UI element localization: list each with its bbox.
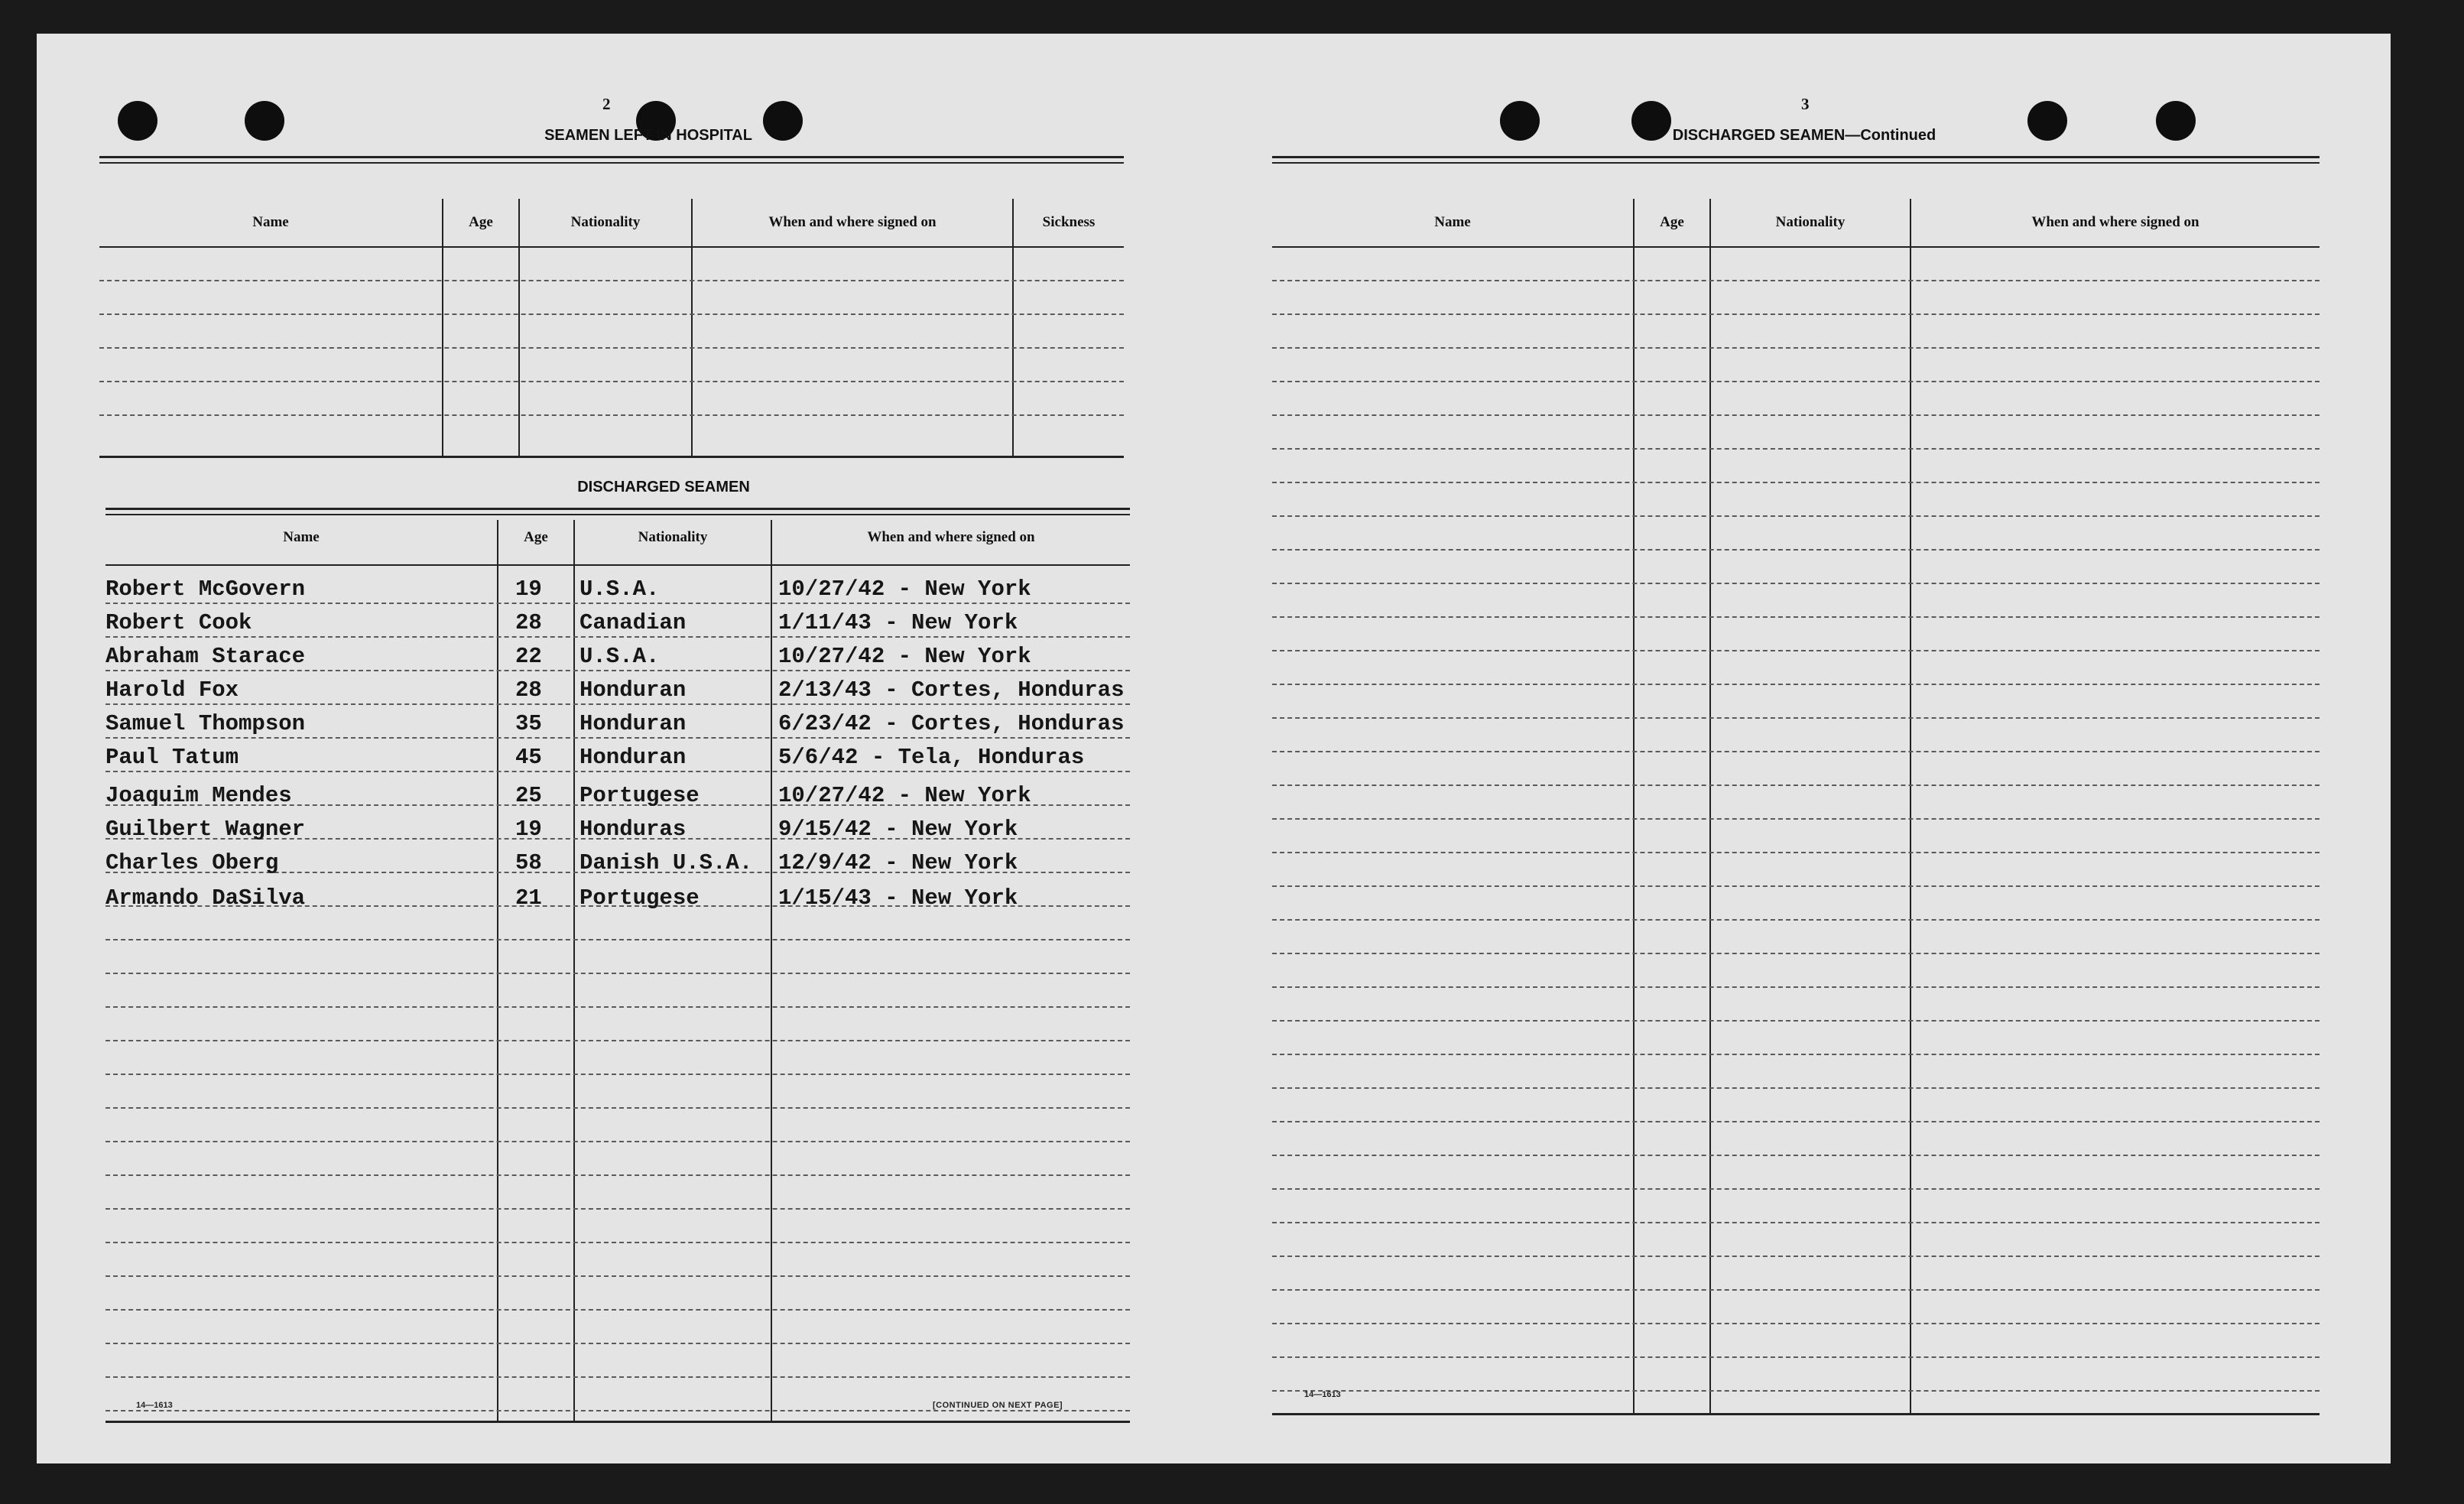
page-number: 3 (1801, 95, 1810, 113)
ruled-line (1272, 414, 2320, 416)
ruled-line (1272, 583, 2320, 584)
col-header-nationality: Nationality (570, 214, 641, 230)
table-border (99, 246, 1124, 248)
col-header-name: Name (1434, 214, 1471, 230)
ruled-line (106, 1410, 1130, 1411)
ruled-line (1272, 1255, 2320, 1257)
ruled-line (99, 347, 1124, 349)
punch-hole (118, 101, 157, 141)
ruled-line (106, 1309, 1130, 1311)
continued-note: [CONTINUED ON NEXT PAGE] (933, 1401, 1063, 1410)
cell-age: 25 (515, 783, 542, 808)
cell-nationality: Canadian (579, 610, 687, 635)
cell-age: 45 (515, 745, 542, 770)
col-header-signed-on: When and where signed on (768, 214, 937, 230)
ruled-line (106, 1208, 1130, 1210)
column-divider (573, 520, 575, 1421)
cell-signed-on: 12/9/42 - New York (778, 850, 1018, 875)
ruled-line (106, 771, 1130, 772)
ruled-line (1272, 549, 2320, 551)
ruled-line (99, 280, 1124, 281)
punch-hole (2156, 101, 2196, 141)
right-page (1200, 34, 2391, 1463)
ruled-line (1272, 616, 2320, 618)
ruled-line (106, 703, 1130, 705)
table-border (1272, 1413, 2320, 1415)
ruled-line (1272, 1054, 2320, 1055)
cell-age: 28 (515, 610, 542, 635)
ruled-line (106, 1174, 1130, 1176)
cell-age: 58 (515, 850, 542, 875)
table-border (99, 162, 1124, 164)
ruled-line (1272, 1188, 2320, 1190)
cell-signed-on: 10/27/42 - New York (778, 577, 1031, 602)
ruled-line (1272, 717, 2320, 719)
table-border (106, 1421, 1130, 1423)
cell-signed-on: 10/27/42 - New York (778, 783, 1031, 808)
ruled-line (1272, 852, 2320, 853)
cell-name: Harold Fox (106, 677, 239, 703)
ruled-line (1272, 313, 2320, 315)
ruled-line (106, 973, 1130, 974)
ruled-line (1272, 818, 2320, 820)
ruled-line (106, 603, 1130, 604)
ruled-line (1272, 1087, 2320, 1089)
table-border (106, 564, 1130, 566)
ruled-line (1272, 1356, 2320, 1358)
cell-age: 19 (515, 577, 542, 602)
col-header-nationality: Nationality (1775, 214, 1846, 230)
ruled-line (106, 737, 1130, 739)
cell-signed-on: 9/15/42 - New York (778, 817, 1018, 842)
form-number: 14—1613 (136, 1401, 173, 1410)
ruled-line (99, 313, 1124, 315)
table-border (1272, 162, 2320, 164)
ruled-line (1272, 953, 2320, 954)
cell-name: Paul Tatum (106, 745, 239, 770)
ruled-line (106, 1275, 1130, 1277)
cell-name: Abraham Starace (106, 644, 306, 669)
col-header-signed-on: When and where signed on (2031, 214, 2199, 230)
ruled-line (1272, 1155, 2320, 1156)
ruled-line (106, 1343, 1130, 1344)
ruled-line (1272, 280, 2320, 281)
column-divider (771, 520, 772, 1421)
cell-name: Robert McGovern (106, 577, 306, 602)
ruled-line (106, 1242, 1130, 1243)
cell-name: Joaquim Mendes (106, 783, 292, 808)
discharged-continued-table (1272, 156, 2320, 1416)
cell-age: 21 (515, 885, 542, 911)
title-suffix: —Continued (1845, 127, 1936, 144)
cell-age: 35 (515, 711, 542, 736)
cell-signed-on: 1/15/43 - New York (778, 885, 1018, 911)
ruled-line (106, 1141, 1130, 1142)
col-header-nationality: Nationality (638, 529, 708, 545)
table-border (106, 514, 1130, 515)
cell-nationality: U.S.A. (579, 644, 660, 669)
cell-age: 19 (515, 817, 542, 842)
punch-hole (245, 101, 284, 141)
ruled-line (106, 1376, 1130, 1378)
cell-nationality: Portugese (579, 783, 700, 808)
ruled-line (1272, 784, 2320, 786)
ruled-line (1272, 1390, 2320, 1392)
column-divider (442, 199, 443, 456)
cell-name: Robert Cook (106, 610, 252, 635)
ruled-line (1272, 448, 2320, 450)
ruled-line (99, 414, 1124, 416)
col-header-name: Name (283, 529, 320, 545)
ruled-line (1272, 515, 2320, 517)
col-header-age: Age (524, 529, 548, 545)
table-border (99, 156, 1124, 158)
ruled-line (1272, 1323, 2320, 1324)
ruled-line (1272, 1222, 2320, 1223)
ruled-line (1272, 684, 2320, 685)
hospital-section-title: SEAMEN LEFT IN HOSPITAL (544, 127, 752, 144)
cell-name: Guilbert Wagner (106, 817, 306, 842)
ruled-line (99, 381, 1124, 382)
cell-nationality: Honduran (579, 677, 687, 703)
col-header-sickness: Sickness (1042, 214, 1096, 230)
cell-signed-on: 6/23/42 - Cortes, Honduras (778, 711, 1125, 736)
table-border (106, 508, 1130, 510)
cell-signed-on: 1/11/43 - New York (778, 610, 1018, 635)
column-divider (518, 199, 520, 456)
ruled-line (106, 670, 1130, 671)
col-header-age: Age (469, 214, 493, 230)
col-header-age: Age (1660, 214, 1684, 230)
ruled-line (106, 1040, 1130, 1041)
ruled-line (1272, 650, 2320, 651)
cell-nationality: Honduran (579, 745, 687, 770)
cell-nationality: U.S.A. (579, 577, 660, 602)
ruled-line (1272, 482, 2320, 483)
discharged-continued-title (1575, 127, 2034, 145)
cell-name: Samuel Thompson (106, 711, 306, 736)
ruled-line (1272, 751, 2320, 752)
cell-signed-on: 5/6/42 - Tela, Honduras (778, 745, 1085, 770)
ruled-line (1272, 347, 2320, 349)
hospital-table (99, 156, 1124, 459)
title-text: DISCHARGED SEAMEN (1672, 127, 1846, 144)
cell-age: 28 (515, 677, 542, 703)
cell-name: Charles Oberg (106, 850, 279, 875)
discharged-section-title: DISCHARGED SEAMEN (577, 479, 750, 495)
table-border (1272, 156, 2320, 158)
ruled-line (1272, 1020, 2320, 1022)
ruled-line (106, 1107, 1130, 1109)
left-page (37, 34, 1200, 1463)
form-number: 14—1613 (1304, 1390, 1341, 1399)
punch-hole (1500, 101, 1540, 141)
col-header-name: Name (252, 214, 289, 230)
ruled-line (1272, 381, 2320, 382)
discharged-table (106, 508, 1130, 1424)
ruled-line (106, 1074, 1130, 1075)
table-border (99, 456, 1124, 458)
column-divider (1012, 199, 1014, 456)
ruled-line (106, 939, 1130, 940)
cell-age: 22 (515, 644, 542, 669)
page-number: 2 (602, 95, 611, 113)
ruled-line (1272, 885, 2320, 887)
cell-nationality: Honduran (579, 711, 687, 736)
ruled-line (1272, 986, 2320, 988)
cell-nationality: Honduras (579, 817, 687, 842)
column-divider (691, 199, 693, 456)
cell-signed-on: 2/13/43 - Cortes, Honduras (778, 677, 1125, 703)
ruled-line (106, 636, 1130, 638)
column-divider (497, 520, 498, 1421)
col-header-signed-on: When and where signed on (867, 529, 1035, 545)
table-border (1272, 246, 2320, 248)
cell-nationality: Danish U.S.A. (579, 850, 753, 875)
ruled-line (106, 1006, 1130, 1008)
ruled-line (1272, 919, 2320, 921)
cell-name: Armando DaSilva (106, 885, 306, 911)
ruled-line (1272, 1289, 2320, 1291)
cell-nationality: Portugese (579, 885, 700, 911)
cell-signed-on: 10/27/42 - New York (778, 644, 1031, 669)
ruled-line (1272, 1121, 2320, 1122)
